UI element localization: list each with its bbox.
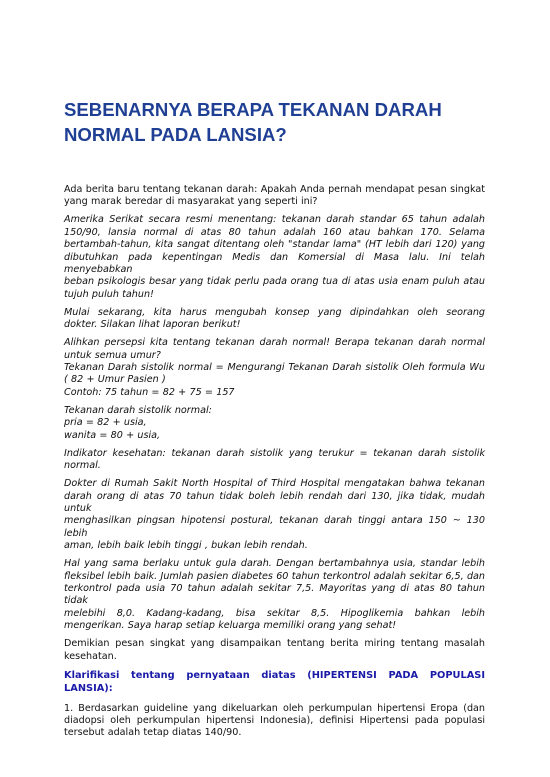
quote-paragraph-2 xyxy=(64,307,485,332)
document-body xyxy=(64,184,485,745)
clarification-heading: Klarifikasi tentang pernyataan diatas (HIPERTENSI PADA POPULASI LANSIA): xyxy=(64,669,485,694)
quote-paragraph-1 xyxy=(64,214,485,301)
text-line: diadopsi oleh perkumpulan hipertensi Indonesia), definisi Hipertensi pada populasi xyxy=(64,714,485,726)
text-line: darah orang di atas 70 tahun tidak boleh lebih rendah dari 130, jika tidak, mudah untuk xyxy=(64,490,485,514)
text-line: bertambah-tahun, kita sangat ditentang oleh "standar lama" (HT lebih dari 120) yang xyxy=(64,239,485,251)
page-title xyxy=(64,97,485,147)
text-line: yang marak beredar di masyarakat yang seperti ini? xyxy=(64,196,318,208)
text-line: Tekanan darah sistolik normal: xyxy=(64,404,212,416)
text-line: Indikator kesehatan: tekanan darah sistolik yang terukur = tekanan darah sistolik xyxy=(64,447,485,459)
text-line: Contoh: 75 tahun = 82 + 75 = 157 xyxy=(64,386,235,398)
text-line: dibutuhkan pada kepentingan Medis dan Komersial di Masa lalu. Ini telah menyebabkan xyxy=(64,251,485,276)
quote-paragraph-4 xyxy=(64,405,485,442)
intro-paragraph xyxy=(64,184,485,209)
text-line: Tekanan Darah sistolik normal = Mengurangi Tekanan Darah sistolik Oleh formula Wu xyxy=(64,362,485,374)
clarification-paragraph-1 xyxy=(64,703,485,740)
text-line: Dokter di Rumah Sakit North Hospital of Third Hospital mengatakan bahwa tekanan xyxy=(64,478,485,490)
quote-paragraph-3 xyxy=(64,337,485,399)
text-line: terkontrol pada usia 70 tahun adalah sekitar 7,5. Mayoritas yang di atas 80 tahun tidak xyxy=(64,582,485,607)
text-line: menghasilkan pingsan hipotensi postural, tekanan darah tinggi antara 150 ~ 130 lebih xyxy=(64,515,485,539)
text-line: untuk semua umur? xyxy=(64,349,161,361)
text-line: dokter. Silakan lihat laporan berikut! xyxy=(64,319,241,331)
text-line: wanita = 80 + usia, xyxy=(64,429,161,441)
text-line: fleksibel lebih baik. Jumlah pasien diabetes 60 tahun terkontrol adalah sekitar 6,5, dan xyxy=(64,570,485,582)
title-line: NORMAL PADA LANSIA? xyxy=(64,124,287,145)
text-line: Mulai sekarang, kita harus mengubah konsep yang dipindahkan oleh seorang xyxy=(64,306,485,318)
closing-paragraph xyxy=(64,638,485,663)
text-line: Amerika Serikat secara resmi menentang: tekanan darah standar 65 tahun adalah xyxy=(64,214,485,226)
quote-paragraph-6 xyxy=(64,478,485,552)
text-line: pria = 82 + usia, xyxy=(64,417,147,429)
text-line: beban psikologis besar yang tidak perlu pada orang tua di atas usia enam puluh atau xyxy=(64,276,485,288)
text-line: 150/90, lansia normal di atas 80 tahun adalah 160 atau bahkan 170. Selama xyxy=(64,226,485,238)
quote-paragraph-5 xyxy=(64,448,485,473)
quote-paragraph-7 xyxy=(64,558,485,632)
text-line: aman, lebih baik lebih tinggi , bukan lebih rendah. xyxy=(64,540,308,552)
text-line: mengerikan. Saya harap setiap keluarga memiliki orang yang sehat! xyxy=(64,620,397,632)
text-line: tersebut adalah tetap diatas 140/90. xyxy=(64,727,242,739)
title-line: SEBENARNYA BERAPA TEKANAN DARAH xyxy=(64,99,442,120)
text-line: ( 82 + Umur Pasien ) xyxy=(64,374,166,386)
text-line: Hal yang sama berlaku untuk gula darah. Dengan bertambahnya usia, standar lebih xyxy=(64,558,485,570)
text-line: normal. xyxy=(64,460,101,472)
text-line: Ada berita baru tentang tekanan darah: Apakah Anda pernah mendapat pesan singkat xyxy=(64,184,485,195)
text-line: Alihkan persepsi kita tentang tekanan darah normal! Berapa tekanan darah normal xyxy=(64,337,485,349)
text-line: tujuh puluh tahun! xyxy=(64,288,154,300)
text-line: kesehatan. xyxy=(64,650,117,662)
text-line: 1. Berdasarkan guideline yang dikeluarkan oleh perkumpulan hipertensi Eropa (dan xyxy=(64,702,485,714)
text-line: Demikian pesan singkat yang disampaikan tentang berita miring tentang masalah xyxy=(64,638,485,650)
text-line: melebihi 8,0. Kadang-kadang, bisa sekitar 8,5. Hipoglikemia bahkan lebih xyxy=(64,607,485,619)
